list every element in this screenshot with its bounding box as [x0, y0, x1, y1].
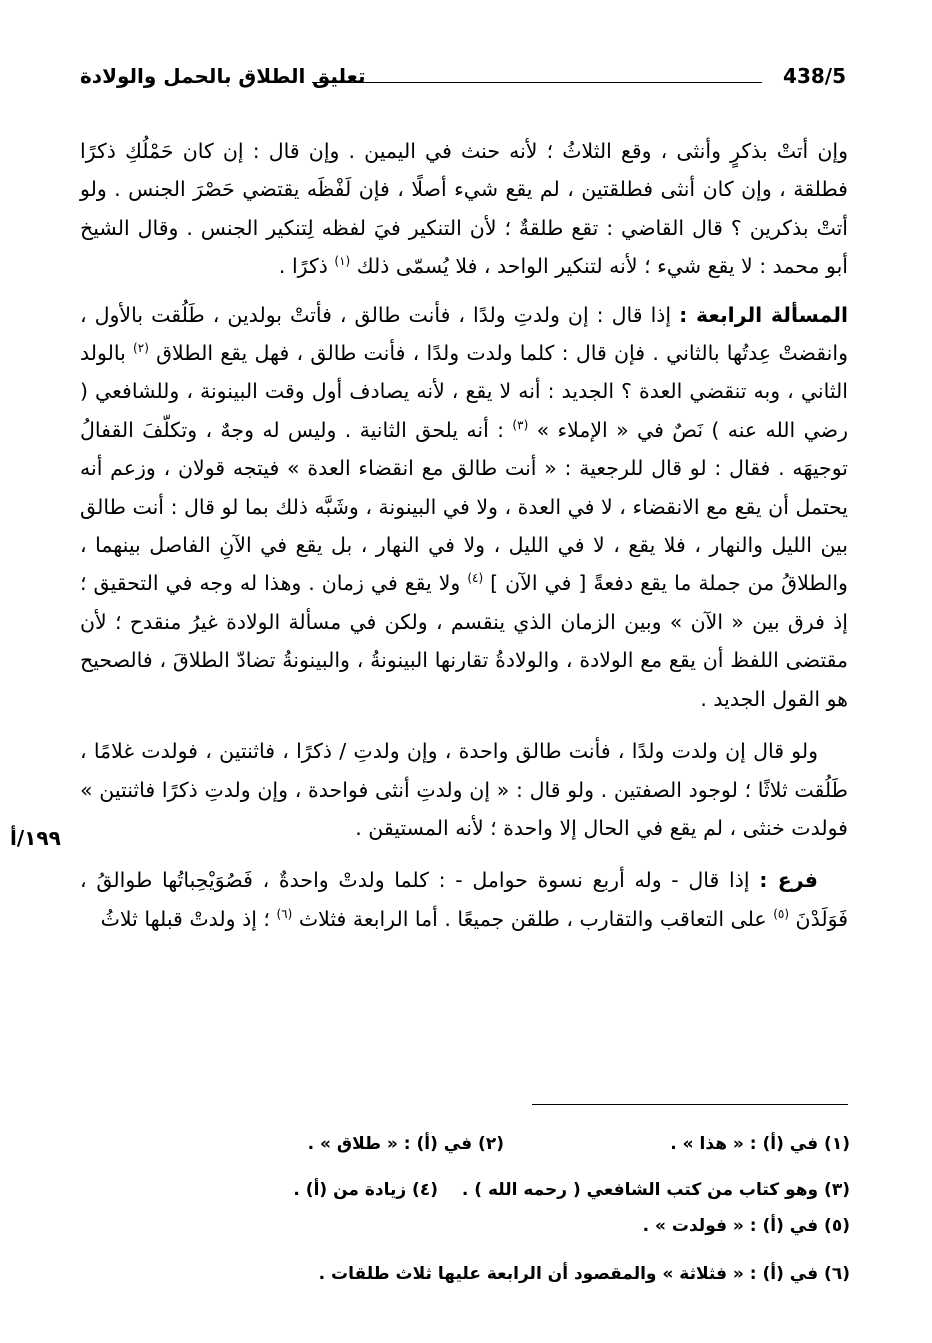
- footnote-ref-6: (٦): [276, 906, 293, 921]
- paragraph-2: المسألة الرابعة : إذا قال : إن ولدتِ ولدًا ، فأنت طالق ، فأتتْ بولدين ، طَلُقت بالأول ، وانقضتْ عِدتُها بالثاني . فإن قال : كلما ولدت ولدًا ، فأنت طالق ، فهل يقع الطلاق $^{(٢)}$ بالولد الثاني ، وبه تنقضي العدة ؟ الجديد : أنه لا يقع ، لأنه يصادف أول وقت البينونة ، وللشافعي ( رضي الله عنه ) نَصٌ في « الإملاء » $^{(٣)}$ : أنه يلحق الثانية . وليس له وجهٌ ، وتكلّفَ القفالُ توجيهَه . فقال : لو قال للرجعية : « أنت طالق مع انقضاء العدة » فيتجه قولان ، وزعم أنه يحتمل أن يقع مع الانقضاء ، لا في العدة ، ولا في البينونة ، وشَبَّه ذلك بما لو قال : أنت طالق بين الليل والنهار ، فلا يقع ، لا في الليل ، ولا في النهار ، بل يقع في الآنِ الفاصل بينهما ، والطلاقُ من جملة ما يقع دفعةً [ في الآن ] $^{(٤)}$ ولا يقع في زمان . وهذا له وجه في التحقيق ؛ إذ فرق بين « الآن » وبين الزمان الذي ينقسم ، ولكن في مسألة الولادة غيرُ منقدح ؛ لأن مقتضى اللفظ أن يقع مع الولادة ، والولادةُ تقارنها البينونةُ ، والبينونةُ تضادّ الطلاقَ ، فالصحيح هو القول الجديد .: [80, 302, 848, 711]
- branch-heading: فرع :: [759, 868, 818, 893]
- footnote-3: (٣) وهو كتاب من كتب الشافعي ( رحمه الله ) .: [461, 1180, 850, 1200]
- footnote-2: (٢) في (أ) : « طلاق » .: [307, 1134, 504, 1154]
- header-rule: [312, 82, 762, 83]
- footnote-4: (٤) زيادة من (أ) .: [293, 1180, 438, 1200]
- footnote-separator: [532, 1104, 848, 1105]
- running-title: تعليق الطلاق بالحمل والولادة: [80, 64, 366, 88]
- main-text: [80, 132, 848, 938]
- section-heading: المسألة الرابعة :: [679, 302, 848, 327]
- page-number: 438/5: [783, 64, 846, 88]
- manuscript-folio-marker: ١٩٩/أ: [10, 826, 61, 850]
- footnote-ref-4: (٤): [467, 571, 484, 586]
- footnote-ref-1: (١): [334, 254, 351, 269]
- footnote-ref-2: (٢): [133, 341, 149, 356]
- footnote-5: (٥) في (أ) : « فولدت » .: [642, 1216, 850, 1236]
- footnote-ref-5: (٥): [773, 906, 790, 921]
- footnote-1: (١) في (أ) : « هذا » .: [670, 1134, 850, 1154]
- footnote-ref-3: (٣): [512, 418, 529, 433]
- footnote-6: (٦) في (أ) : « فثلاثة » والمقصود أن الرابعة عليها ثلاث طلقات .: [318, 1264, 850, 1284]
- paragraph-4: فرع : إذا قال - وله أربع نسوة حوامل - : كلما ولدتْ واحدةٌ ، فَصُوَيْحِباتُها طوالقُ ، فَوَلَدْنَ $^{(٥)}$ على التعاقب والتقارب ، طلقن جميعًا . أما الرابعة فثلاث $^{(٦)}$ ؛ إذ ولدتْ قبلها ثلاثُ: [80, 868, 848, 931]
- running-header: [80, 64, 846, 98]
- paragraph-1: وإن أتتْ بذكرٍ وأنثى ، وقع الثلاثُ ؛ لأنه حنث في اليمين . وإن قال : إن كان حَمْلُكِ ذكرًا فطلقة ، وإن كان أنثى فطلقتين ، لم يقع شيء أصلًا ، فإن لَفْظَه يقتضي حَصْرَ الجنس . ولو أتتْ بذكرين ؟ قال القاضي : تقع طلقةٌ ؛ لأن التنكير فيَ لفظه لِتنكير الجنس . وقال الشيخ أبو محمد : لا يقع شيء ؛ لأنه لتنكير الواحد ، فلا يُسمّى ذلك $^{(١)}$ ذكرًا .: [80, 139, 848, 279]
- paragraph-3: ولو قال إن ولدت ولدًا ، فأنت طالق واحدة ، وإن ولدتِ / ذكرًا ، فاثنتين ، فولدت غلامًا ، طَلُقت ثلاثًا ؛ لوجود الصفتين . ولو قال : « إن ولدتِ أنثى فواحدة ، وإن ولدتِ ذكرًا فاثنتين » فولدت خنثى ، لم يقع في الحال إلا واحدة ؛ لأنه المستيقن .: [80, 739, 848, 840]
